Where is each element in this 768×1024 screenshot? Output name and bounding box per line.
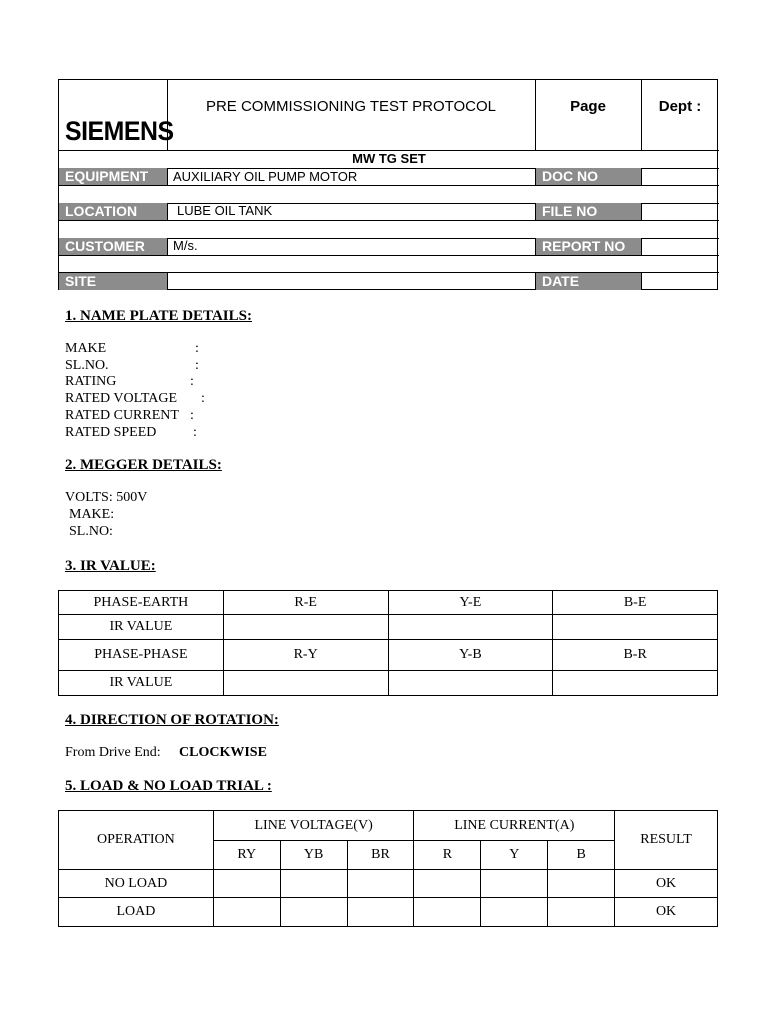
sub-header: B — [548, 841, 615, 870]
table-cell — [347, 870, 414, 898]
table-cell — [548, 898, 615, 927]
table-cell — [481, 870, 548, 898]
nameplate-rated-voltage: RATED VOLTAGE — [65, 391, 178, 406]
line-voltage-header: LINE VOLTAGE(V) — [213, 811, 414, 841]
sub-header: R — [414, 841, 481, 870]
dept-label: Dept : — [658, 98, 702, 115]
rotation-prefix: From Drive End: — [65, 745, 161, 760]
subtitle: MW TG SET — [352, 151, 426, 166]
location-label: LOCATION — [59, 203, 167, 220]
file-no-label: FILE NO — [536, 203, 641, 220]
nameplate-slno: SL.NO. — [65, 358, 109, 373]
table-cell — [347, 898, 414, 927]
nameplate-make: MAKE — [65, 341, 107, 356]
load-trial-heading: 5. LOAD & NO LOAD TRIAL : — [65, 778, 272, 794]
result-cell: OK — [615, 870, 718, 898]
line-current-header: LINE CURRENT(A) — [414, 811, 615, 841]
page-label: Page — [570, 98, 606, 115]
equipment-value: AUXILIARY OIL PUMP MOTOR — [173, 169, 358, 184]
megger-slno: SL.NO: — [69, 524, 113, 539]
colon: : — [195, 341, 199, 356]
megger-volts: VOLTS: 500V — [65, 490, 148, 505]
table-cell — [553, 671, 718, 696]
result-header: RESULT — [615, 811, 718, 870]
ir-value-table — [58, 590, 718, 696]
colon: : — [190, 408, 194, 423]
location-value: LUBE OIL TANK — [177, 203, 273, 218]
table-cell — [213, 870, 280, 898]
table-cell: Y-B — [388, 640, 553, 671]
table-cell — [280, 898, 347, 927]
table-cell: Y-E — [388, 591, 553, 615]
result-cell: OK — [615, 898, 718, 927]
table-cell: IR VALUE — [59, 615, 224, 640]
customer-label: CUSTOMER — [59, 238, 167, 255]
sub-header: Y — [481, 841, 548, 870]
table-cell: PHASE-EARTH — [59, 591, 224, 615]
table-cell — [388, 615, 553, 640]
table-cell — [388, 671, 553, 696]
sub-header: YB — [280, 841, 347, 870]
customer-value: M/s. — [173, 238, 198, 253]
table-cell — [213, 898, 280, 927]
rotation-value: CLOCKWISE — [179, 745, 267, 760]
table-cell: IR VALUE — [59, 671, 224, 696]
siemens-logo: SIEMENS — [65, 116, 174, 146]
sub-header: BR — [347, 841, 414, 870]
doc-no-label: DOC NO — [536, 168, 641, 185]
table-cell — [481, 898, 548, 927]
colon: : — [190, 374, 194, 389]
equipment-label: EQUIPMENT — [59, 168, 167, 185]
nameplate-rated-current: RATED CURRENT — [65, 408, 179, 423]
rotation-heading: 4. DIRECTION OF ROTATION: — [65, 712, 279, 728]
colon: : — [201, 391, 205, 406]
table-cell — [414, 898, 481, 927]
header-block — [58, 79, 718, 290]
document-title: PRE COMMISSIONING TEST PROTOCOL — [205, 98, 497, 115]
colon: : — [195, 358, 199, 373]
colon: : — [193, 425, 197, 440]
table-cell: B-R — [553, 640, 718, 671]
table-cell: PHASE-PHASE — [59, 640, 224, 671]
ir-value-heading: 3. IR VALUE: — [65, 558, 156, 574]
date-label: DATE — [536, 273, 641, 290]
sub-header: RY — [213, 841, 280, 870]
table-cell — [548, 870, 615, 898]
table-cell: B-E — [553, 591, 718, 615]
table-cell — [414, 870, 481, 898]
nameplate-rating: RATING — [65, 374, 117, 389]
report-no-label: REPORT NO — [536, 238, 641, 255]
table-cell — [553, 615, 718, 640]
megger-heading: 2. MEGGER DETAILS: — [65, 457, 222, 473]
operation-cell: NO LOAD — [59, 870, 214, 898]
table-cell: R-Y — [223, 640, 388, 671]
megger-make: MAKE: — [69, 507, 115, 522]
nameplate-rated-speed: RATED SPEED — [65, 425, 157, 440]
site-label: SITE — [59, 273, 167, 290]
operation-header: OPERATION — [59, 811, 214, 870]
table-cell: R-E — [223, 591, 388, 615]
load-trial-table — [58, 810, 718, 927]
table-cell — [223, 671, 388, 696]
table-cell — [280, 870, 347, 898]
operation-cell: LOAD — [59, 898, 214, 927]
nameplate-heading: 1. NAME PLATE DETAILS: — [65, 308, 252, 324]
table-cell — [223, 615, 388, 640]
